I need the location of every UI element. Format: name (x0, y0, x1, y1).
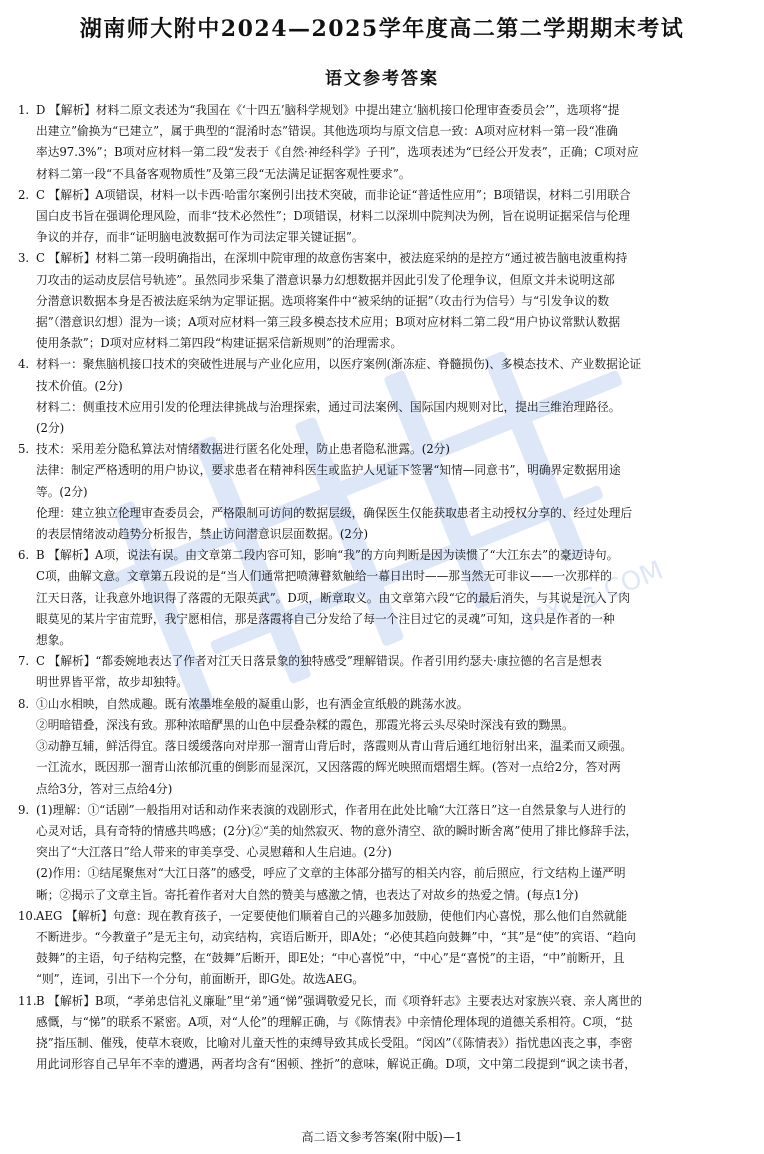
page-subtitle: 语文参考答案 (325, 69, 439, 89)
answer-item-9 (18, 800, 748, 906)
page-footer: 高二语文参考答案(附中版)—1 (301, 1130, 463, 1144)
answer-line: B 【解析】A项，说法有误。由文章第二段内容可知，影响“我”的方向判断是因为读惯了“大江东去”的豪迈诗句。 (36, 548, 619, 563)
answer-number: 4. (18, 357, 30, 372)
answer-number: 6. (18, 548, 30, 563)
answer-line: 材料二：侧重技术应用引发的伦理法律挑战与治理探索，通过司法案例、国际国内规则对比，提出三维治理路径。 (36, 399, 621, 414)
answer-line: 明世界皆平常，故步却独特。 (36, 675, 188, 690)
answer-line: B 【解析】B项，“孝弟忠信礼义廉耻”里“弟”通“悌”强调敬爱兄长，而《项脊轩志》主要表达对家族兴衰、亲人离世的 (36, 993, 643, 1008)
answer-line: 材料二第一段“不具备客观物质性”及第三段“无法满足证据客观性要求”。 (36, 166, 411, 181)
answer-line: 国白皮书旨在强调伦理风险，而非“技术必然性”；D项错误，材料二以深圳中院判决为例，旨在说明证据采信与伦理 (36, 209, 631, 224)
answer-line: C 【解析】“都委婉地表达了作者对江天日落景象的独特感受”理解错误。作者引用约瑟夫·康拉德的名言是想表 (36, 654, 602, 669)
svg-text:MXQS.COM: MXQS.COM (520, 555, 668, 639)
answer-list (18, 100, 748, 1075)
answer-line: 技术价值。(2分) (36, 378, 123, 393)
answer-number: 10. (18, 908, 37, 923)
answer-item-4 (18, 354, 748, 439)
answer-line: 不断进步。“今教童子”是无主句，动宾结构，宾语后断开，即A处；“必使其趋向鼓舞”中，“其”是“使”的宾语、“趋向 (36, 929, 636, 944)
answer-item-11 (18, 991, 748, 1076)
answer-number: 1. (18, 103, 30, 117)
answer-line: 出建立”偷换为“已建立”，属于典型的“混淆时态”错误。其他选项均与原文信息一致：A项对应材料一第一段“准确 (36, 124, 618, 139)
answer-line: 率达97.3%”；B项对应材料一第二段“发表于《自然·神经科学》子刊”，选项表述为“已经公开发表”，正确；C项对应 (36, 145, 639, 160)
answer-line: 分潜意识数据本身是否被法庭采纳为定罪证据。选项将案件中“被采纳的证据”（攻击行为信号）与“引发争议的数 (36, 293, 610, 308)
answer-line: 用此词形容自己早年不幸的遭遇，两者均含有“困顿、挫折”的意味，解说正确。D项，文中第二段提到“讽之读书者， (36, 1057, 636, 1072)
answer-line: C项，曲解文意。文章第五段说的是“当人们通常把喷薄瞽欬触给一幕日出时——那当然无可非议——一次那样的 (36, 569, 612, 584)
answer-line: 点给3分，答对三点给4分) (36, 781, 173, 796)
answer-line: 争议的并存，而非“证明脑电波数据可作为司法定罪关键证据”。 (36, 230, 364, 245)
answer-number: 7. (18, 654, 30, 669)
answer-line: 据”（潜意识幻想）混为一谈；A项对应材料一第三段多模态技术应用；B项对应材料二第二段“用户协议常默认数据 (36, 315, 621, 330)
answer-line: 想象。 (36, 633, 72, 648)
answer-line: 一江流水，既因那一溜青山浓郁沉重的倒影而显深沉，又因落霞的辉光映照而熠熠生辉。(答对一点给2分，答对两 (36, 760, 621, 775)
answer-line: 等。(2分) (36, 484, 88, 499)
answer-item-2 (18, 185, 748, 249)
answer-line: 眼莫见的某片宇宙荒野，我宁愿相信，那是落霞将自己分发给了每一个注目过它的灵魂”可知，这只是作者的一种 (36, 611, 615, 626)
answer-line: (2分) (36, 421, 65, 436)
answer-number: 11. (18, 993, 37, 1008)
answer-line: 挠”指压制、催残，使草木衰败，比喻对儿童天性的束缚导致其成长受阻。“闵凶”（《陈情表》）指忧患凶丧之事，李密 (36, 1035, 633, 1050)
answer-line: 刀攻击的运动皮层信号轨迹”。虽然同步采集了潜意识暴力幻想数据并因此引发了伦理争议，但原文并未说明这部 (36, 272, 615, 287)
answer-line: 的表层情绪波动趋势分析报告，禁止访问潜意识层面数据。(2分) (36, 527, 369, 542)
answer-line: 法律：制定严格透明的用户协议，要求患者在精神科医生或监护人见证下签署“知情—同意书”，明确界定数据用途 (36, 463, 621, 478)
answer-item-8 (18, 694, 748, 800)
answer-line: (2)作用：①结尾聚焦对“大江日落”的感受，呼应了文章的主体部分描写的相关内容，前后照应，行文结构上谨严明 (36, 866, 626, 881)
answer-line: 心灵对话，具有奇特的情感共鸣感；(2分)②“美的灿然寂灭、物的意外清空、欲的瞬时断舍离”使用了排比修辞手法， (36, 823, 638, 838)
answer-line: ①山水相映，自然成趣。既有浓墨堆垒般的凝重山影，也有洒金宣纸般的跳荡水波。 (36, 696, 469, 711)
answer-item-1 (18, 100, 748, 185)
answer-item-7 (18, 651, 748, 693)
answer-line: 突出了“大江落日”给人带来的审美享受、心灵慰藉和人生启迪。(2分) (36, 845, 392, 860)
answer-number: 2. (18, 187, 30, 202)
answer-line: 鼓舞”的主语，句子结构完整，在“鼓舞”后断开，即E处；“中心喜悦”中，“中心”是“喜悦”的主语，“中”前断开，且 (36, 951, 625, 966)
answer-line: 江天日落，让我意外地识得了落霞的无限英武”。D项，断章取义。由文章第六段“它的最后消失，与其说是沉入了肉 (36, 590, 631, 605)
answer-number: 9. (18, 802, 30, 817)
answer-item-6 (18, 545, 748, 651)
answer-line: (1)理解：①“话剧”一般指用对话和动作来表演的戏剧形式，作者用在此处比喻“大江落日”这一自然景象与人进行的 (36, 802, 626, 817)
answer-number: 5. (18, 442, 30, 457)
answer-item-5 (18, 439, 748, 545)
answer-line: ②明暗错叠，深浅有致。那种浓暗酽黑的山色中层叠杂糅的霞色，那霞光将云头尽染时深浅有致的黝黑。 (36, 717, 574, 732)
answer-line: 晰；②揭示了文章主旨。寄托着作者对大自然的赞美与感激之情，也表达了对故乡的热爱之情。(每点1分) (36, 887, 579, 902)
answer-line: 技术：采用差分隐私算法对情绪数据进行匿名化处理，防止患者隐私泄露。(2分) (36, 442, 450, 457)
answer-line: 伦理：建立独立伦理审查委员会，严格限制可访问的数据层级，确保医生仅能获取患者主动授权分享的、经过处理后 (36, 505, 633, 520)
answer-line: 材料一：聚焦脑机接口技术的突破性进展与产业化应用，以医疗案例(渐冻症、脊髓损伤)、多模态技术、产业数据论证 (36, 357, 642, 372)
exam-title: 湖南师大附中2024—2025学年度高二第二学期期末考试 (79, 16, 685, 42)
answer-line: 使用条款”；D项对应材料二第四段“构建证据采信新规则”的治理需求。 (36, 336, 403, 351)
answer-line: C 【解析】A项错误，材料一以卡西·哈雷尔案例引出技术突破，而非论证“普适性应用”；B项错误，材料二引用联合 (36, 187, 631, 202)
answer-item-3 (18, 248, 748, 354)
answer-line: AEG 【解析】句意：现在教育孩子，一定要使他们顺着自己的兴趣多加鼓励，使他们内心喜悦，那么他们自然就能 (36, 908, 628, 923)
answer-line: C 【解析】材料二第一段明确指出，在深圳中院审理的故意伤害案中，被法庭采纳的是控方“通过被告脑电波重构持 (36, 251, 628, 266)
answer-line: D 【解析】材料二原文表述为“我国在《‘十四五’脑科学规划》中提出建立‘脑机接口伦理审查委员会’”，选项将“提 (36, 103, 620, 117)
answer-line: “则”，连词，引出下一个分句，前面断开，即G处。故选AEG。 (36, 972, 365, 987)
answer-number: 3. (18, 251, 30, 266)
answer-line: ③动静互辅，鲜活得宜。落日缓缓落向对岸那一溜青山背后时，落霞则从青山背后通红地衍射出来，温柔而又顽强。 (36, 739, 633, 754)
answer-item-10 (18, 906, 748, 991)
answer-line: 感慨，与“悌”的联系不紧密。A项，对“人伦”的理解正确，与《陈情表》中亲情伦理体现的道德关系相符。C项，“挞 (36, 1014, 633, 1029)
answer-number: 8. (18, 696, 30, 711)
